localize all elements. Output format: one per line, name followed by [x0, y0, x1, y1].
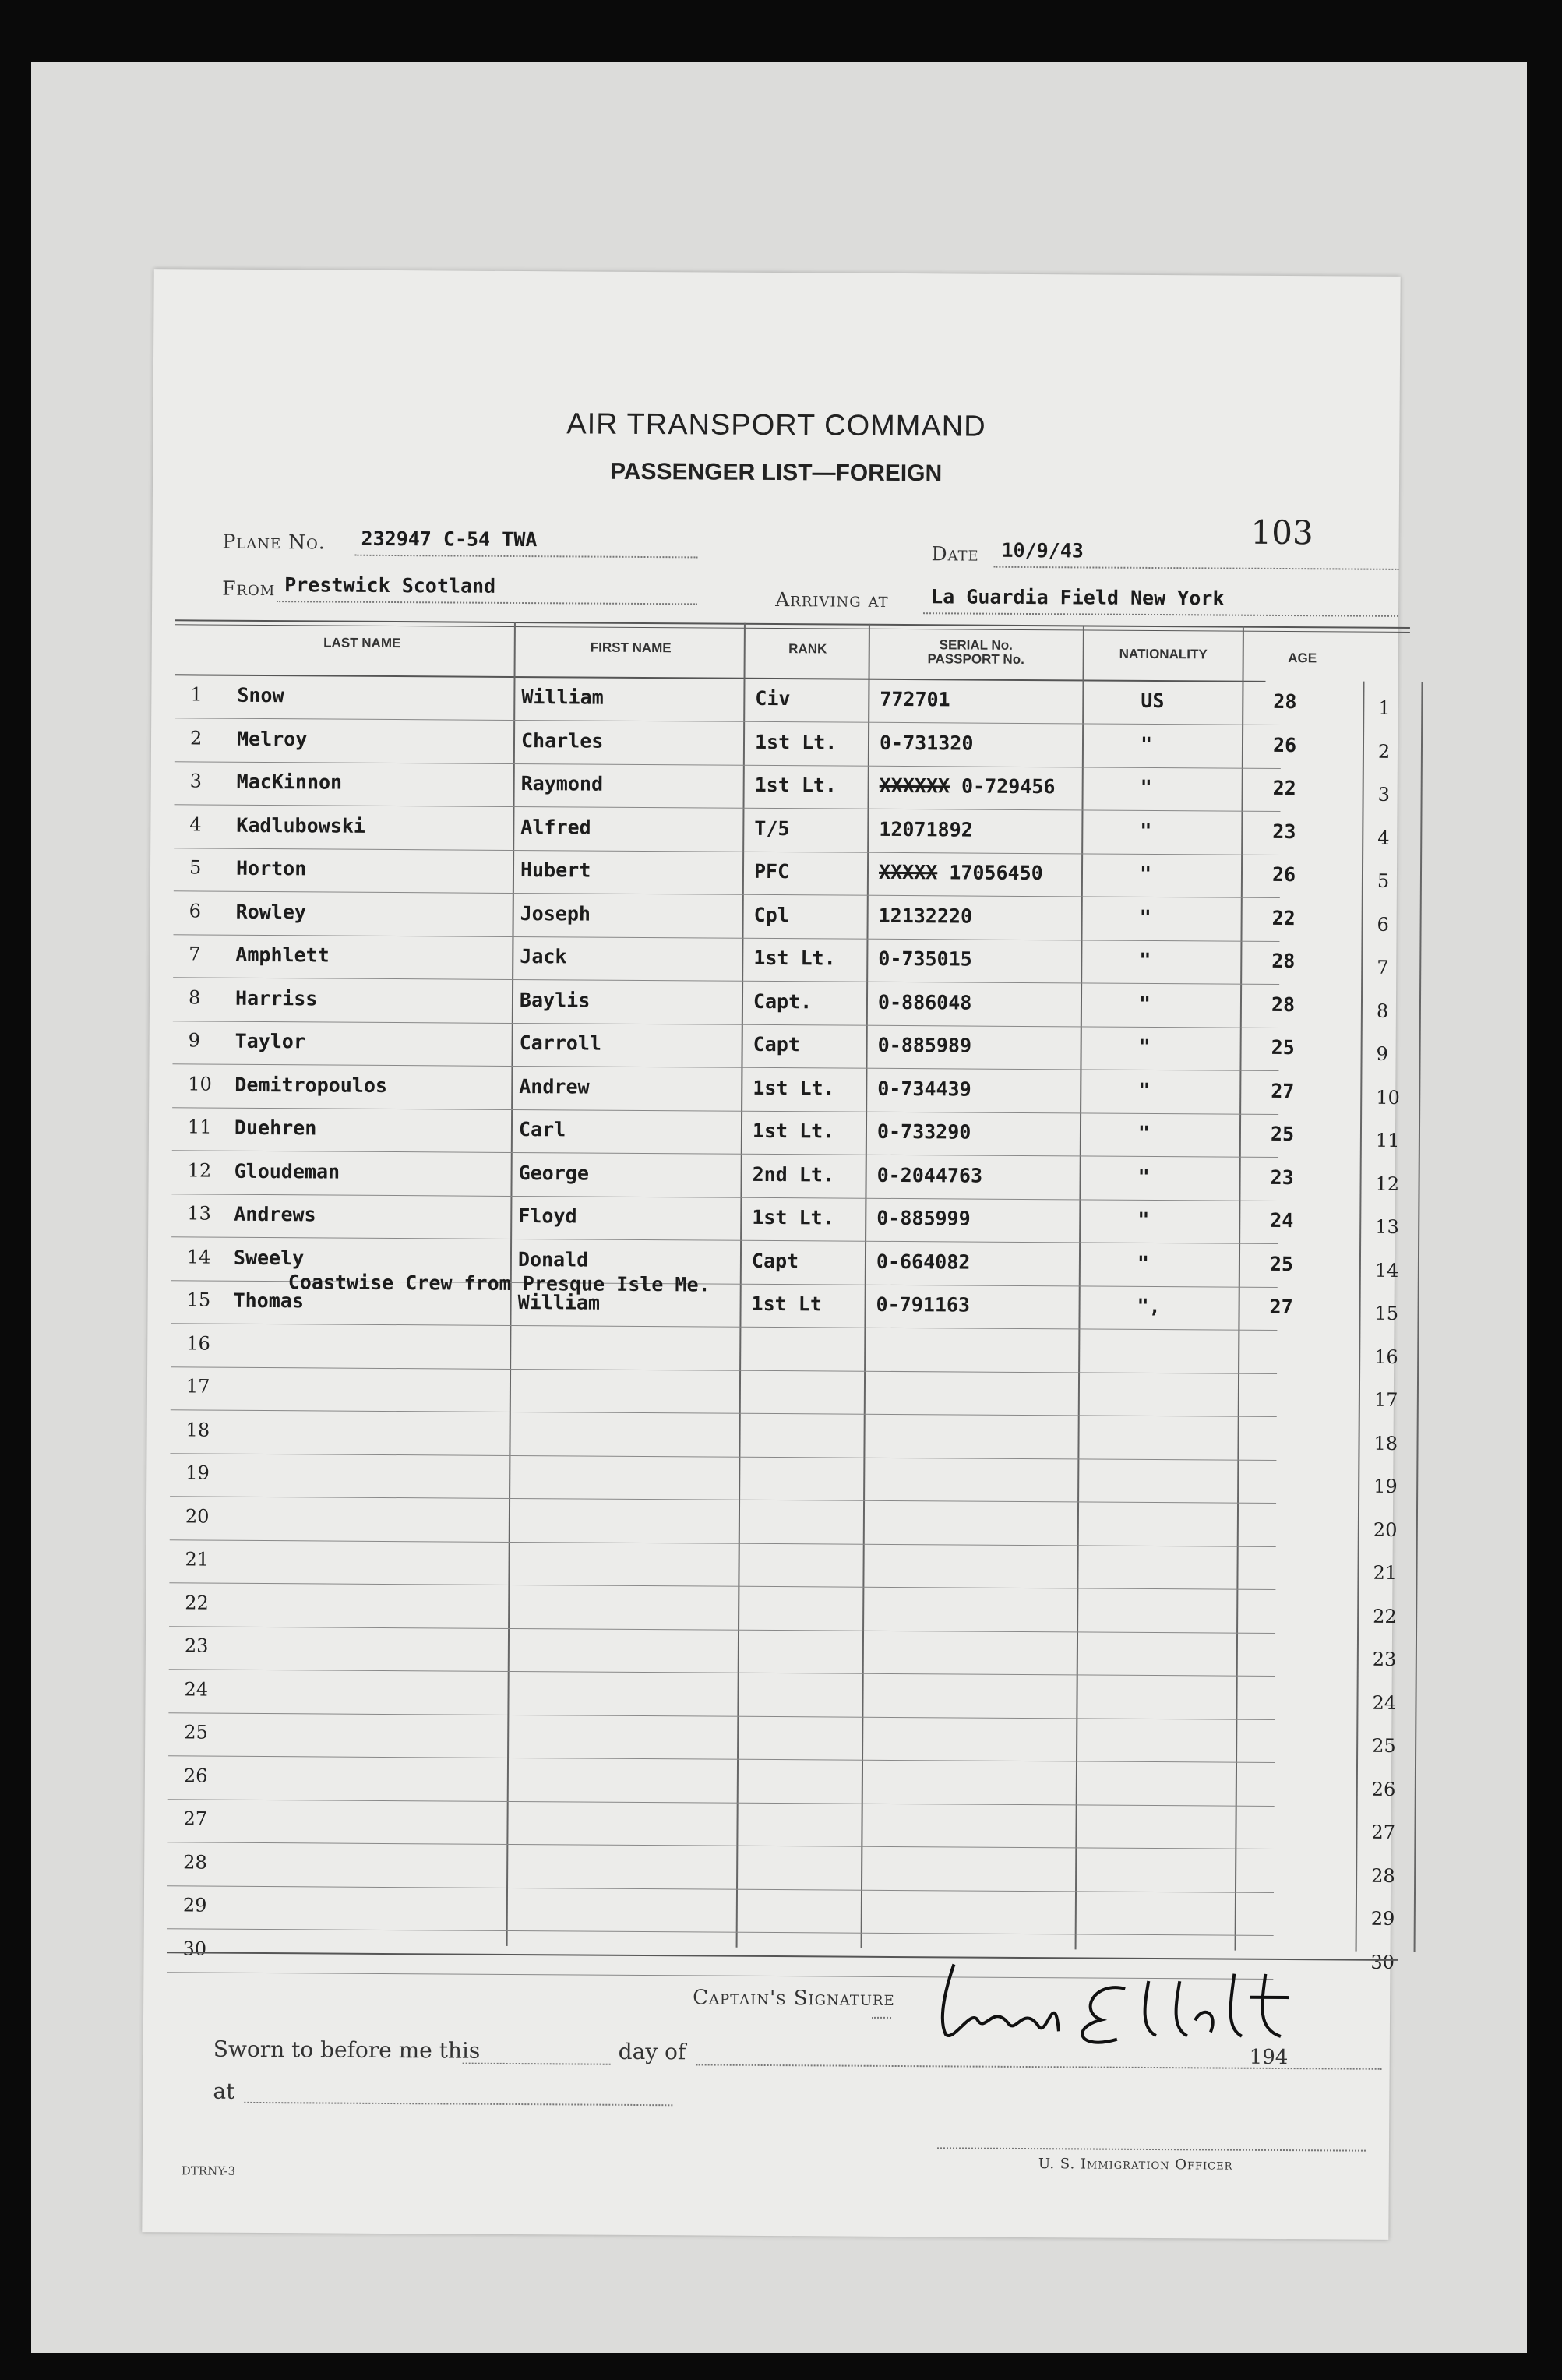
signature-dotted-line [872, 2017, 891, 2019]
date-value: 10/9/43 [1001, 538, 1084, 562]
table-row [169, 1584, 1416, 1634]
passenger-list-form [142, 269, 1400, 2240]
serial-value: 0-2044763 [876, 1163, 983, 1187]
row-number-right: 19 [1373, 1475, 1398, 1497]
table-row [172, 1021, 1419, 1072]
cell-first-name: Donald [517, 1247, 589, 1271]
row-number: 2 [189, 726, 203, 749]
coastwise-crew-note: Coastwise Crew from Presque Isle Me. [287, 1271, 710, 1296]
arriving-dotted-line [923, 612, 1398, 617]
row-number-right: 15 [1374, 1302, 1399, 1324]
cell-last-name: MacKinnon [236, 770, 343, 794]
row-number: 3 [189, 770, 203, 792]
row-number: 22 [185, 1591, 209, 1614]
table-row [175, 675, 1421, 726]
table-row [169, 1540, 1416, 1591]
date-dotted-line [993, 566, 1398, 570]
col-header-serial-line1: SERIAL No. [939, 637, 1013, 653]
cell-rank: 1st Lt [751, 1292, 823, 1316]
form-title: AIR TRANSPORT COMMAND [566, 407, 986, 443]
serial-value: 12132220 [878, 904, 973, 928]
row-number: 1 [190, 683, 203, 706]
cell-rank: 1st Lt. [752, 1205, 834, 1229]
cell-rank: 1st Lt. [754, 773, 837, 797]
captain-signature-label: Captain's Signature [693, 1986, 895, 2011]
serial-value: 0-731320 [879, 731, 974, 755]
row-number-right: 18 [1373, 1432, 1398, 1454]
cell-last-name: Horton [235, 856, 307, 880]
row-number: 7 [189, 943, 201, 965]
year-text: 194 [1249, 2045, 1289, 2070]
table-row [167, 1843, 1414, 1894]
cell-nationality: " [1139, 948, 1151, 971]
cell-first-name: Baylis [519, 988, 591, 1012]
from-label: From [222, 576, 276, 601]
plane-dotted-line [354, 555, 697, 559]
col-header-first-name: FIRST NAME [590, 640, 672, 656]
cell-last-name: Sweely [233, 1246, 305, 1269]
table-row [173, 892, 1419, 943]
col-header-serial-line2: PASSPORT No. [927, 651, 1024, 667]
row-number: 12 [187, 1158, 212, 1182]
row-number-right: 28 [1371, 1864, 1395, 1887]
cell-age: 26 [1271, 862, 1296, 887]
table-row [170, 1497, 1416, 1548]
row-number-right: 17 [1373, 1388, 1398, 1411]
cell-first-name: Joseph [520, 901, 591, 926]
row-number-right: 24 [1372, 1691, 1397, 1714]
cell-first-name: Charles [520, 728, 604, 753]
serial-value: 0-733290 [876, 1119, 971, 1144]
serial-value: 0-885999 [876, 1206, 971, 1230]
cell-last-name: Demitropoulos [234, 1073, 388, 1097]
serial-value: 0-791163 [876, 1292, 971, 1317]
row-number-right: 29 [1370, 1907, 1395, 1930]
cell-serial [879, 861, 1043, 884]
row-number-right: 26 [1371, 1778, 1396, 1800]
cell-rank: 1st Lt. [754, 730, 837, 754]
cell-serial [876, 1293, 971, 1317]
cell-serial [880, 688, 950, 711]
row-number: 6 [189, 899, 202, 922]
cell-last-name: Melroy [236, 727, 308, 750]
table-row [173, 978, 1419, 1029]
row-number-right: 10 [1376, 1086, 1400, 1109]
cell-serial [876, 1250, 971, 1273]
cell-serial [877, 1077, 971, 1100]
row-number: 19 [185, 1461, 210, 1484]
cell-age: 28 [1271, 993, 1296, 1016]
serial-value: 0-885989 [877, 1033, 972, 1057]
sworn-text: Sworn to before me this [213, 2036, 481, 2064]
cell-age: 25 [1271, 1035, 1295, 1060]
table-row [168, 1713, 1415, 1764]
cell-first-name: Carl [518, 1118, 566, 1141]
row-number-right: 21 [1373, 1561, 1398, 1584]
row-number: 21 [185, 1548, 210, 1571]
cell-serial [877, 1163, 983, 1186]
row-number: 15 [186, 1289, 211, 1311]
cell-rank: T/5 [754, 816, 790, 840]
immigration-officer-label: U. S. Immigration Officer [1038, 2156, 1233, 2174]
row-number: 5 [189, 856, 202, 879]
form-subtitle: PASSENGER LIST—FOREIGN [609, 458, 943, 487]
cell-nationality: " [1137, 1121, 1151, 1144]
row-number: 25 [184, 1721, 208, 1744]
row-number-right: 13 [1375, 1215, 1399, 1238]
cell-age: 23 [1272, 820, 1296, 843]
cell-rank: Capt. [753, 989, 813, 1013]
scan-background [31, 62, 1527, 2353]
col-header-last-name: LAST NAME [323, 635, 401, 651]
row-number: 13 [187, 1202, 211, 1225]
row-number-right: 25 [1372, 1734, 1396, 1757]
col-header-serial [870, 638, 1082, 668]
row-number-right: 3 [1377, 783, 1390, 806]
row-number: 27 [183, 1807, 208, 1830]
row-number: 26 [183, 1764, 208, 1787]
cell-nationality: " [1139, 905, 1151, 929]
cell-last-name: Kadlubowski [236, 813, 366, 837]
row-number-right: 11 [1375, 1129, 1400, 1151]
cell-nationality: " [1137, 1208, 1150, 1231]
cell-first-name: Jack [520, 945, 567, 968]
cell-rank: 1st Lt. [753, 946, 836, 970]
cell-age: 27 [1269, 1295, 1293, 1319]
serial-value: 0-734439 [877, 1077, 971, 1101]
cell-age: 28 [1271, 949, 1296, 973]
cell-nationality: " [1140, 732, 1153, 756]
table-row [172, 1108, 1419, 1158]
table-row [171, 1194, 1418, 1245]
from-dotted-line [277, 601, 697, 605]
row-number-right: 16 [1374, 1345, 1398, 1368]
arriving-label: Arriving at [775, 588, 889, 612]
row-number: 11 [187, 1116, 212, 1138]
arriving-value: La Guardia Field New York [931, 585, 1225, 610]
cell-nationality: " [1138, 1078, 1151, 1102]
cell-serial [876, 1207, 971, 1230]
cell-age: 24 [1270, 1208, 1294, 1232]
plane-value: 232947 C-54 TWA [361, 527, 538, 552]
table-row [173, 935, 1419, 985]
cell-nationality: ", [1137, 1294, 1161, 1318]
from-value: Prestwick Scotland [284, 573, 496, 598]
cell-serial [877, 1120, 971, 1144]
cell-serial [879, 904, 973, 927]
form-number: DTRNY-3 [181, 2163, 236, 2178]
cell-nationality: " [1140, 775, 1152, 799]
row-number: 10 [188, 1072, 212, 1095]
row-number-right: 7 [1377, 956, 1389, 978]
row-number-right: 2 [1377, 740, 1391, 763]
cell-serial [880, 774, 1056, 798]
table-row [175, 719, 1421, 770]
row-number: 4 [189, 813, 202, 836]
sheet-number: 103 [1250, 513, 1313, 552]
sworn-day-line [463, 2063, 611, 2065]
table-row [171, 1324, 1417, 1375]
at-line [244, 2102, 672, 2106]
row-number-right: 8 [1376, 1000, 1389, 1022]
cell-rank: 1st Lt. [752, 1119, 835, 1143]
row-number: 30 [182, 1937, 207, 1960]
cell-rank: Capt [753, 1032, 800, 1056]
cell-first-name: Carroll [519, 1031, 602, 1055]
cell-serial [878, 947, 972, 971]
row-number: 16 [186, 1331, 210, 1355]
cell-nationality: " [1137, 1165, 1150, 1188]
row-number-right: 12 [1375, 1172, 1400, 1195]
cell-first-name: Alfred [520, 815, 591, 839]
serial-value: 0-735015 [878, 947, 972, 971]
row-number: 14 [186, 1245, 211, 1268]
cell-age: 28 [1273, 689, 1297, 714]
row-number-right: 4 [1377, 827, 1390, 849]
row-number: 28 [183, 1850, 207, 1874]
serial-value: 17056450 [949, 861, 1043, 885]
serial-value: 0-886048 [877, 990, 972, 1014]
row-number-right: 27 [1371, 1821, 1396, 1843]
struck-serial: XXXXXX [879, 774, 950, 798]
cell-rank: Cpl [753, 903, 789, 926]
row-number-right: 6 [1377, 913, 1389, 936]
cell-age: 26 [1272, 733, 1297, 756]
cell-first-name: William [517, 1291, 601, 1314]
table-row [167, 1800, 1414, 1850]
row-number: 24 [184, 1677, 209, 1701]
table-row [174, 848, 1420, 899]
cell-nationality: " [1140, 819, 1152, 842]
cell-last-name: Gloudeman [234, 1159, 340, 1183]
row-number: 29 [182, 1894, 207, 1916]
cell-age: 22 [1271, 906, 1296, 929]
captain-signature [922, 1956, 1359, 2060]
table-row [171, 1151, 1418, 1202]
table-row [167, 1886, 1414, 1937]
cell-age: 27 [1271, 1079, 1295, 1102]
table-row [170, 1454, 1416, 1504]
cell-rank: Capt [751, 1249, 799, 1272]
cell-age: 22 [1272, 776, 1296, 800]
col-header-rank: RANK [788, 641, 827, 657]
cell-last-name: Taylor [234, 1029, 306, 1053]
table-row [170, 1411, 1416, 1461]
cell-rank: Civ [755, 686, 791, 710]
serial-value: 0-664082 [876, 1250, 971, 1274]
cell-last-name: Amphlett [235, 943, 330, 967]
cell-rank: PFC [753, 859, 790, 883]
cell-last-name: Harriss [234, 986, 318, 1010]
cell-serial [880, 731, 974, 754]
cell-serial [879, 817, 973, 841]
day-of-text: day of [618, 2038, 686, 2065]
table-row [168, 1757, 1415, 1807]
cell-serial [878, 990, 972, 1014]
cell-first-name: George [518, 1161, 590, 1185]
table-row [174, 806, 1420, 856]
cell-nationality: " [1138, 992, 1151, 1015]
cell-serial [878, 1034, 972, 1057]
serial-value: 0-729456 [961, 774, 1056, 799]
row-number-right: 5 [1377, 869, 1390, 892]
cell-age: 23 [1270, 1165, 1294, 1189]
cell-rank: 2nd Lt. [752, 1162, 835, 1186]
date-label: Date [931, 542, 979, 566]
cell-last-name: Snow [237, 683, 284, 707]
table-row [169, 1627, 1416, 1677]
cell-nationality: " [1137, 1251, 1150, 1275]
cell-first-name: Raymond [520, 772, 604, 795]
row-number-right: 23 [1372, 1648, 1397, 1670]
serial-value: 772701 [880, 687, 950, 711]
struck-serial: XXXXX [878, 860, 938, 884]
cell-last-name: Rowley [235, 900, 307, 923]
cell-first-name: William [521, 686, 604, 709]
table-row [172, 1065, 1419, 1116]
plane-label: Plane No. [222, 530, 326, 554]
row-number: 17 [185, 1375, 210, 1398]
row-number-right: 14 [1374, 1259, 1399, 1282]
serial-value: 12071892 [879, 817, 973, 841]
cell-first-name: Hubert [520, 859, 591, 882]
row-number: 18 [185, 1418, 210, 1441]
row-number-right: 20 [1373, 1518, 1398, 1541]
row-number: 8 [188, 985, 201, 1009]
cell-age: 25 [1270, 1122, 1295, 1146]
row-number: 9 [188, 1029, 201, 1052]
cell-nationality: " [1138, 1035, 1151, 1058]
row-number-right: 22 [1373, 1605, 1397, 1627]
at-text: at [213, 2078, 235, 2104]
officer-signature-line [937, 2147, 1366, 2151]
row-number: 23 [184, 1634, 209, 1657]
col-header-nationality: NATIONALITY [1119, 646, 1208, 662]
cell-last-name: Thomas [233, 1289, 305, 1313]
table-row [171, 1367, 1417, 1418]
cell-age: 25 [1269, 1252, 1294, 1275]
cell-nationality: US [1141, 689, 1165, 713]
row-number-right: 30 [1370, 1951, 1395, 1973]
row-number-right: 9 [1376, 1042, 1388, 1065]
cell-rank: 1st Lt. [753, 1076, 835, 1099]
cell-nationality: " [1139, 862, 1152, 885]
cell-last-name: Duehren [234, 1116, 317, 1140]
cell-last-name: Andrews [234, 1202, 316, 1226]
cell-first-name: Andrew [519, 1074, 590, 1098]
row-number-right: 1 [1378, 696, 1391, 719]
table-row [168, 1670, 1415, 1721]
cell-first-name: Floyd [518, 1204, 577, 1228]
row-number: 20 [185, 1504, 210, 1528]
table-row [175, 762, 1421, 813]
col-header-age: AGE [1288, 651, 1317, 666]
